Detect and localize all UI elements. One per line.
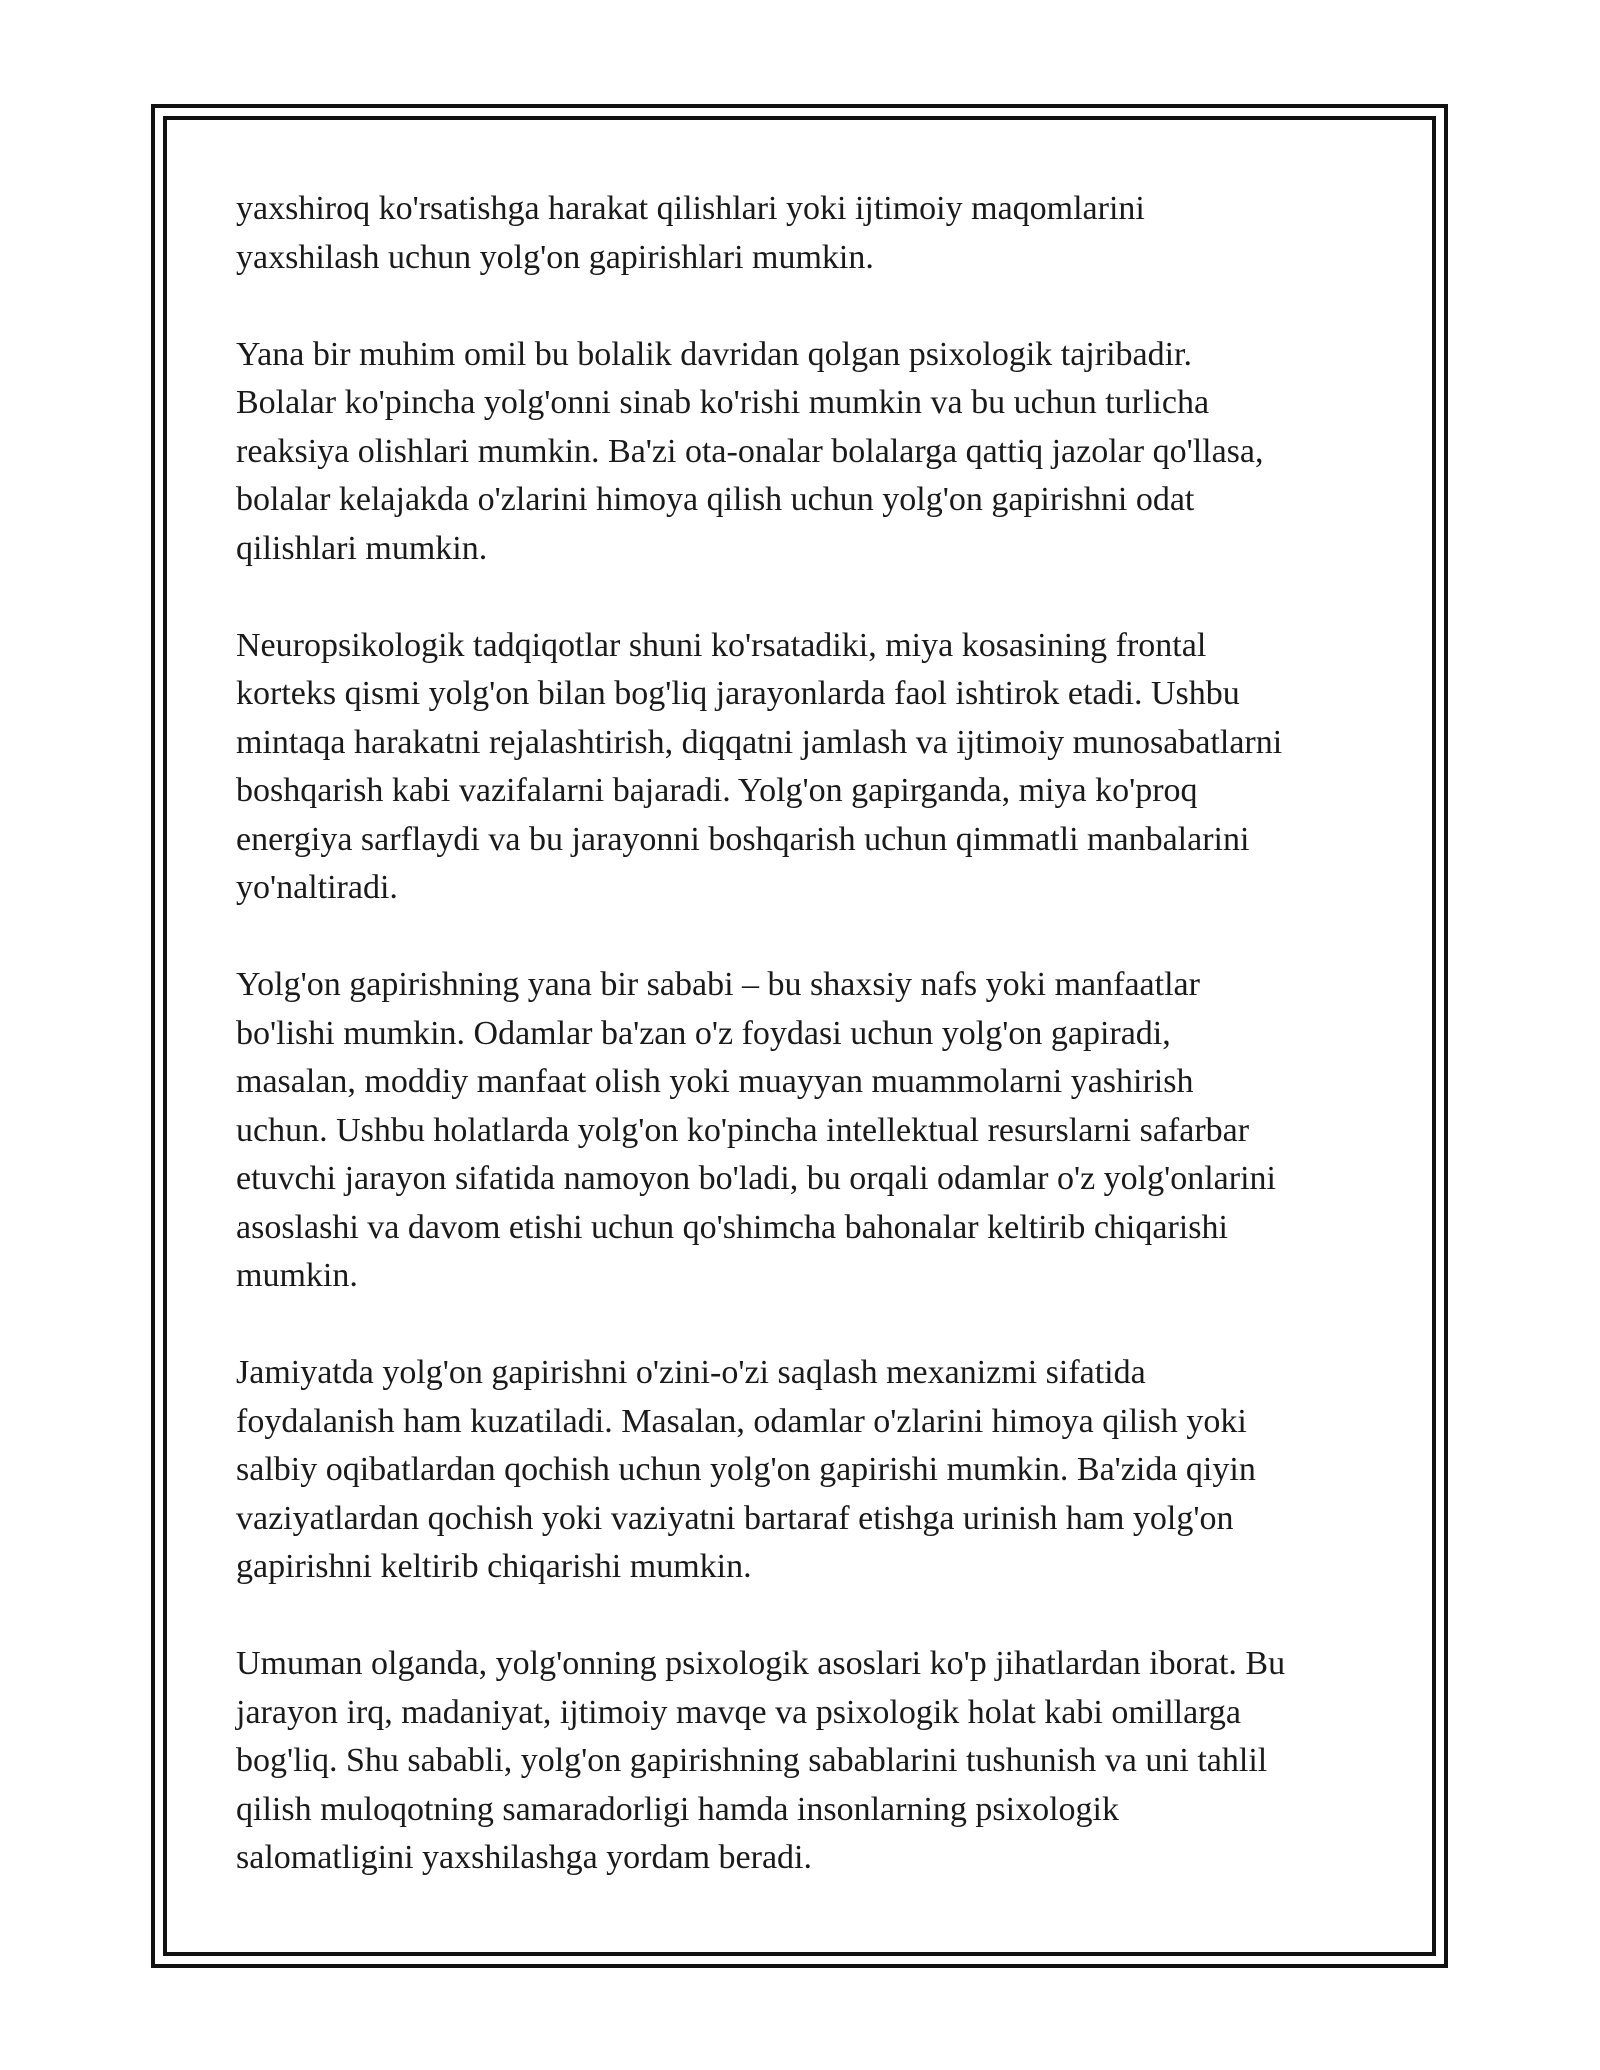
document-body (236, 185, 1386, 1883)
paragraph-5: Jamiyatda yolg'on gapirishni o'zini-o'zi saqlash mexanizmi sifatida foydalanish ham kuzatiladi. Masalan, odamlar o'zlarini himoya qilish yoki salbiy oqibatlardan qochish uchun yolg'on gapirishi mumkin. Ba'zida qiyin vaziyatlardan qochish yoki vaziyatni bartaraf etishga urinish ham yolg'on gapirishni keltirib chiqarishi mumkin. (236, 1354, 1256, 1585)
paragraph-2: Yana bir muhim omil bu bolalik davridan qolgan psixologik tajribadir. Bolalar ko'pincha yolg'onni sinab ko'rishi mumkin va bu uchun turlicha reaksiya olishlari mumkin. Ba'zi ota-onalar bolalarga qattiq jazolar qo'llasa, bolalar kelajakda o'zlarini himoya qilish uchun yolg'on gapirishni odat qilishlari mumkin. (236, 335, 1264, 567)
paragraph-1: yaxshiroq ko'rsatishga harakat qilishlari yoki ijtimoiy maqomlarini yaxshilash uchun yolg'on gapirishlari mumkin. (236, 190, 1145, 276)
paragraph-3: Neuropsikologik tadqiqotlar shuni ko'rsatadiki, miya kosasining frontal korteks qismi yolg'on bilan bog'liq jarayonlarda faol ishtirok etadi. Ushbu mintaqa harakatni rejalashtirish, diqqatni jamlash va ijtimoiy munosabatlarni boshqarish kabi vazifalarni bajaradi. Yolg'on gapirganda, miya ko'proq energiya sarflaydi va bu jarayonni boshqarish uchun qimmatli manbalarini yo'naltiradi. (236, 626, 1283, 906)
paragraph-6: Umuman olganda, yolg'onning psixologik asoslari ko'p jihatlardan iborat. Bu jarayon irq, madaniyat, ijtimoiy mavqe va psixologik holat kabi omillarga bog'liq. Shu sababli, yolg'on gapirishning sabablarini tushunish va uni tahlil qilish muloqotning samaradorligi hamda insonlarning psixologik salomatligini yaxshilashga yordam beradi. (236, 1645, 1286, 1876)
paragraph-4: Yolg'on gapirishning yana bir sababi – bu shaxsiy nafs yoki manfaatlar bo'lishi mumkin. Odamlar ba'zan o'z foydasi uchun yolg'on gapiradi, masalan, moddiy manfaat olish yoki muayyan muammolarni yashirish uchun. Ushbu holatlarda yolg'on ko'pincha intellektual resurslarni safarbar etuvchi jarayon sifatida namoyon bo'ladi, bu orqali odamlar o'z yolg'onlarini asoslashi va davom etishi uchun qo'shimcha bahonalar keltirib chiqarishi mumkin. (236, 966, 1276, 1294)
